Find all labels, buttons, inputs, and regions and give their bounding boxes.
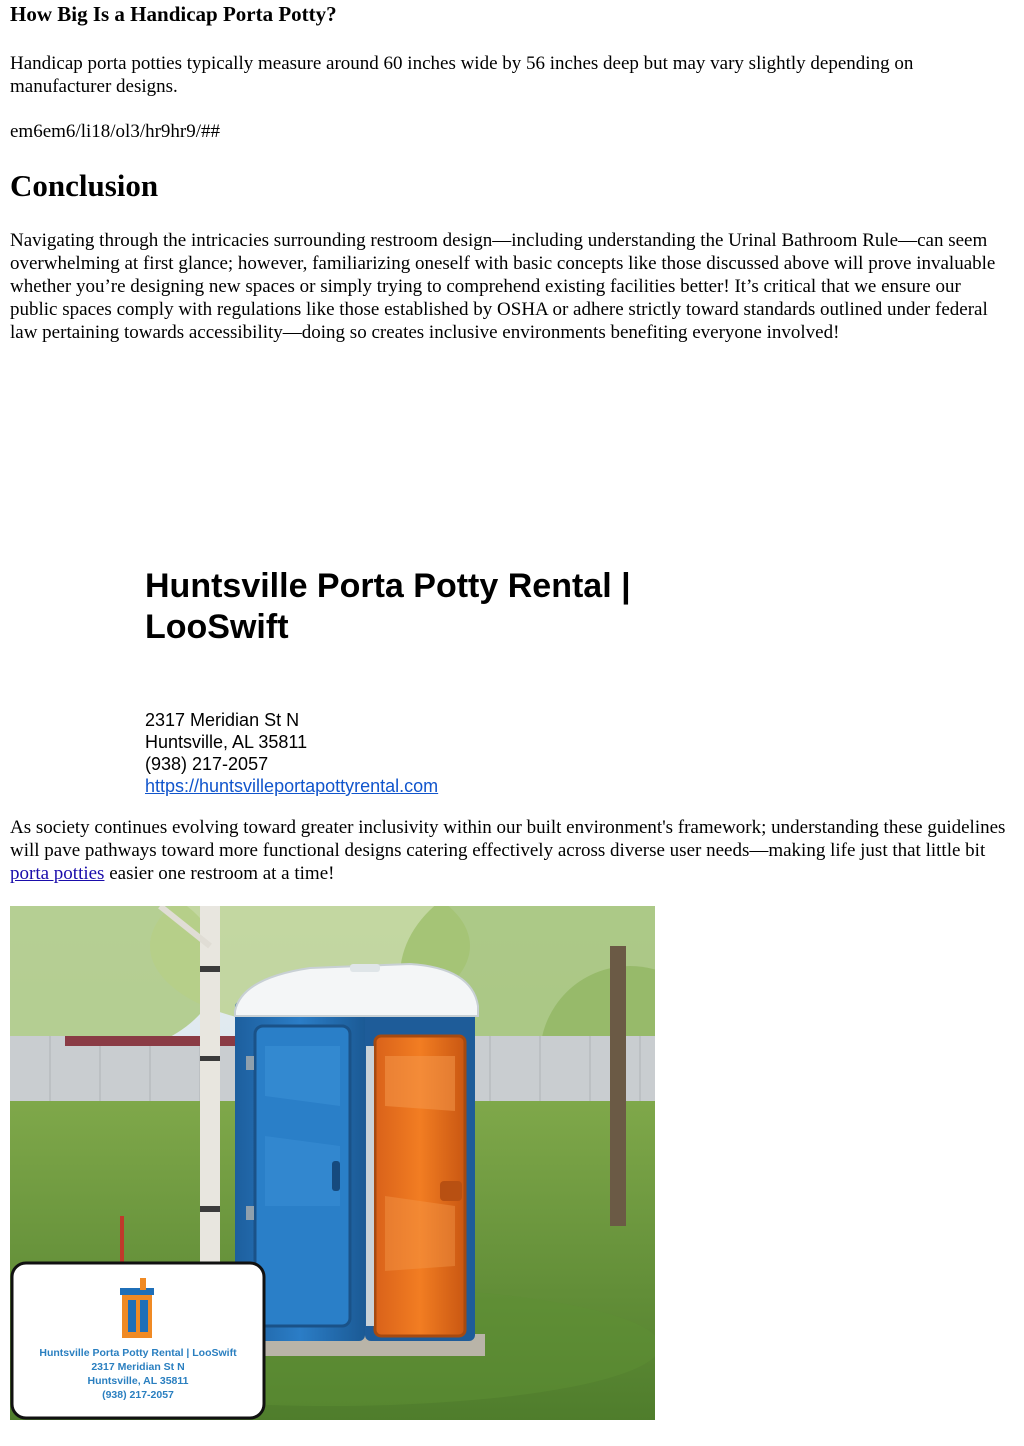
closing-paragraph [10, 816, 1014, 885]
address-city: Huntsville, AL 35811 [145, 732, 308, 752]
closing-text-after: easier one restroom at a time! [104, 863, 335, 884]
address-street: 2317 Meridian St N [145, 710, 300, 730]
conclusion-heading: Conclusion [10, 168, 159, 203]
business-website-link[interactable]: https://huntsvilleportapottyrental.com [145, 776, 439, 796]
porta-potty-illustration [10, 906, 655, 1420]
business-address [145, 709, 438, 797]
logo-line-3: Huntsville, AL 35811 [87, 1375, 189, 1387]
logo-line-4: (938) 217-2057 [102, 1389, 174, 1401]
business-name: Huntsville Porta Potty Rental | LooSwift [145, 567, 631, 646]
answer-paragraph: Handicap porta potties typically measure around 60 inches wide by 56 inches deep but may vary slightly depending on manufacturer designs. [10, 53, 914, 97]
conclusion-paragraph: Navigating through the intricacies surrounding restroom design—including understanding the Urinal Bathroom Rule—can seem overwhelming at first glance; however, familiarizing oneself with basic concepts like those discussed above will prove invaluable whether you’re designing new spaces or simply trying to comprehend existing facilities better! It’s critical that we ensure our public spaces comply with regulations like those established by OSHA or adhere strictly toward standards outlined under federal law pertaining towards accessibility—doing so creates inclusive environments benefiting everyone involved! [10, 230, 996, 343]
logo-line-1: Huntsville Porta Potty Rental | LooSwift [39, 1347, 237, 1359]
closing-text-before: As society continues evolving toward greater inclusivity within our built environment's framework; understanding these guidelines will pave pathways toward more functional designs catering effectively across diverse user needs—making life just that little bit [10, 817, 1006, 861]
logo-line-2: 2317 Meridian St N [91, 1361, 185, 1373]
business-phone: (938) 217-2057 [145, 754, 269, 774]
stray-markup-text: em6em6/li18/ol3/hr9hr9/## [10, 121, 221, 142]
porta-potty-photo [10, 906, 655, 1420]
porta-potties-link[interactable]: porta potties [10, 863, 105, 884]
section-heading: How Big Is a Handicap Porta Potty? [10, 2, 337, 26]
